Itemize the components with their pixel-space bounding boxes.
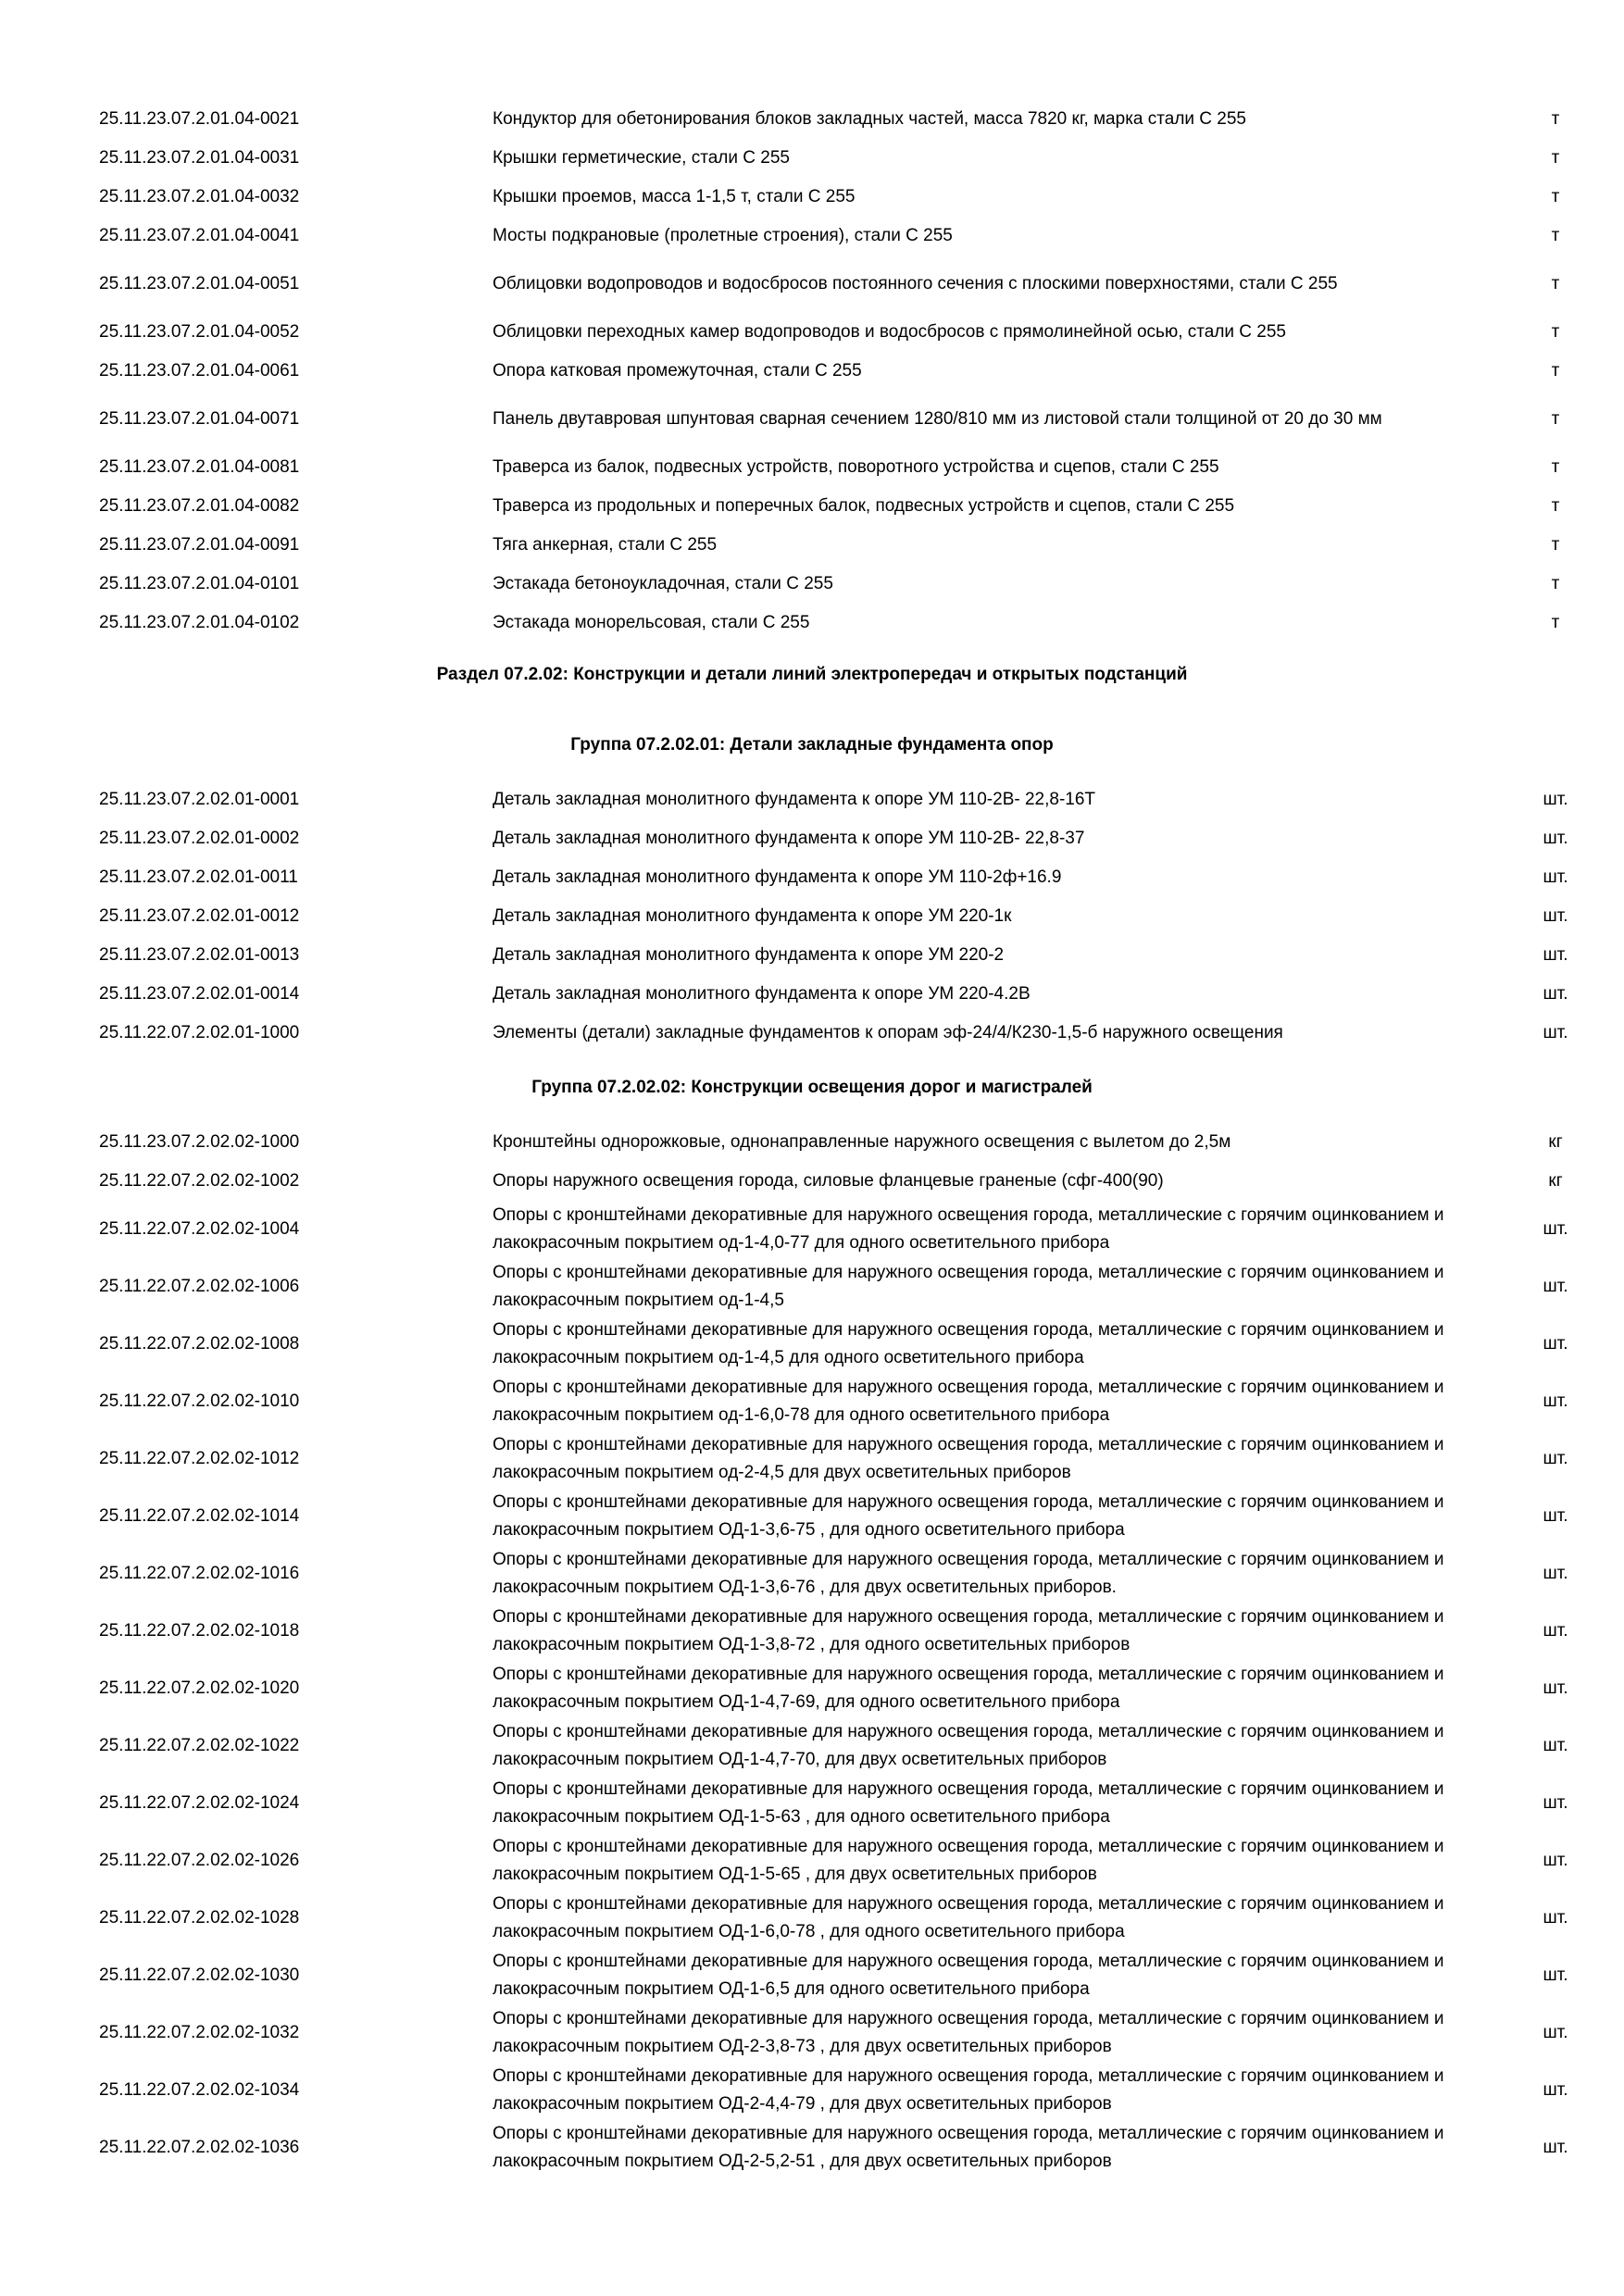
item-unit: шт. — [1543, 1621, 1568, 1641]
table-row — [0, 1832, 1624, 1890]
item-code: 25.11.23.07.2.01.04-0031 — [99, 148, 300, 168]
item-code: 25.11.23.07.2.01.04-0032 — [99, 187, 300, 206]
item-name: Кондуктор для обетонирования блоков закладных частей, масса 7820 кг, марка стали С 255 — [493, 109, 1247, 129]
item-code: 25.11.22.07.2.02.02-1010 — [99, 1391, 300, 1411]
item-name: Тяга анкерная, стали С 255 — [493, 535, 718, 555]
item-code: 25.11.22.07.2.02.02-1002 — [99, 1171, 300, 1191]
table-row — [0, 256, 1624, 313]
table-row — [0, 858, 1624, 897]
section-heading: Раздел 07.2.02: Конструкции и детали линий электропередач и открытых подстанций — [436, 665, 1188, 684]
item-unit: т — [1551, 322, 1560, 342]
item-name: Деталь закладная монолитного фундамента к опоре УМ 220-1к — [493, 906, 1012, 926]
item-code: 25.11.22.07.2.02.02-1004 — [99, 1219, 300, 1239]
item-code: 25.11.22.07.2.02.02-1028 — [99, 1908, 300, 1928]
item-code: 25.11.23.07.2.01.04-0021 — [99, 109, 300, 129]
table-row — [0, 139, 1624, 178]
item-name: Деталь закладная монолитного фундамента к опоре УМ 110-2В- 22,8-37 — [493, 829, 1085, 848]
table-block-group-07-2-02-01 — [0, 780, 1624, 1053]
item-code: 25.11.22.07.2.02.02-1012 — [99, 1449, 300, 1468]
table-row — [0, 1316, 1624, 1373]
item-name: Опоры с кронштейнами декоративные для наружного освещения города, металлические с горячим оцинкованием и лакокрасочным покрытием од-2-4,5 для двух осветительных приборов — [493, 1435, 1444, 1482]
item-code: 25.11.23.07.2.01.04-0071 — [99, 409, 300, 429]
item-code: 25.11.22.07.2.02.02-1014 — [99, 1506, 300, 1526]
item-code: 25.11.22.07.2.02.02-1020 — [99, 1678, 300, 1698]
item-name: Опоры с кронштейнами декоративные для наружного освещения города, металлические с горячим оцинкованием и лакокрасочным покрытием ОД-2-3,8-73 , для двух осветительных приборов — [493, 2009, 1444, 2056]
item-unit: шт. — [1543, 1506, 1568, 1526]
table-row — [0, 1603, 1624, 1660]
item-code: 25.11.23.07.2.01.04-0102 — [99, 613, 300, 632]
table-row — [0, 313, 1624, 352]
item-unit: т — [1551, 409, 1560, 429]
table-row — [0, 2062, 1624, 2119]
item-code: 25.11.22.07.2.02.02-1034 — [99, 2080, 300, 2100]
item-name: Опоры с кронштейнами декоративные для наружного освещения города, металлические с горячим оцинкованием и лакокрасочным покрытием ОД-1-3,8-72 , для одного осветительных приборов — [493, 1607, 1444, 1654]
table-row — [0, 178, 1624, 217]
table-row — [0, 780, 1624, 819]
table-row — [0, 819, 1624, 858]
item-unit: шт. — [1543, 1449, 1568, 1468]
table-row — [0, 1123, 1624, 1162]
item-name: Деталь закладная монолитного фундамента к опоре УМ 220-4.2В — [493, 984, 1031, 1004]
item-name: Облицовки переходных камер водопроводов и водосбросов с прямолинейной осью, стали С 255 — [493, 322, 1286, 342]
item-code: 25.11.23.07.2.02.01-0012 — [99, 906, 300, 926]
item-code: 25.11.22.07.2.02.02-1008 — [99, 1334, 300, 1354]
item-unit: кг — [1548, 1171, 1563, 1191]
table-row — [0, 526, 1624, 565]
item-code: 25.11.22.07.2.02.02-1016 — [99, 1564, 300, 1583]
item-code: 25.11.23.07.2.01.04-0051 — [99, 274, 300, 293]
item-unit: шт. — [1543, 2080, 1568, 2100]
table-row — [0, 1775, 1624, 1832]
item-name: Панель двутавровая шпунтовая сварная сечением 1280/810 мм из листовой стали толщиной от 20 до 30 мм — [493, 409, 1382, 429]
item-name: Опоры с кронштейнами декоративные для наружного освещения города, металлические с горячим оцинкованием и лакокрасочным покрытием ОД-1-3,6-75 , для одного осветительного прибора — [493, 1492, 1444, 1540]
item-unit: шт. — [1543, 1851, 1568, 1870]
table-row — [0, 1201, 1624, 1258]
group-heading-07-2-02-01: Группа 07.2.02.01: Детали закладные фундамента опор — [570, 735, 1054, 755]
item-name: Опоры с кронштейнами декоративные для наружного освещения города, металлические с горячим оцинкованием и лакокрасочным покрытием од-1-6,0-78 для одного осветительного прибора — [493, 1378, 1444, 1425]
item-code: 25.11.23.07.2.02.01-0014 — [99, 984, 300, 1004]
item-code: 25.11.22.07.2.02.02-1018 — [99, 1621, 300, 1641]
item-unit: шт. — [1543, 1564, 1568, 1583]
table-row — [0, 391, 1624, 448]
item-code: 25.11.22.07.2.02.02-1022 — [99, 1736, 300, 1755]
item-unit: т — [1551, 613, 1560, 632]
item-name: Опоры с кронштейнами декоративные для наружного освещения города, металлические с горячим оцинкованием и лакокрасочным покрытием од-1-4,5 для одного осветительного прибора — [493, 1320, 1444, 1367]
item-name: Опоры с кронштейнами декоративные для наружного освещения города, металлические с горячим оцинкованием и лакокрасочным покрытием од-1-4,5 — [493, 1263, 1444, 1310]
table-row — [0, 352, 1624, 391]
item-unit: шт. — [1543, 1334, 1568, 1354]
table-row — [0, 2119, 1624, 2177]
item-unit: шт. — [1543, 1908, 1568, 1928]
item-unit: т — [1551, 535, 1560, 555]
item-code: 25.11.23.07.2.02.01-0002 — [99, 829, 300, 848]
table-row — [0, 1717, 1624, 1775]
item-name: Крышки проемов, масса 1-1,5 т, стали С 255 — [493, 187, 856, 206]
item-code: 25.11.22.07.2.02.02-1006 — [99, 1277, 300, 1296]
table-row — [0, 1430, 1624, 1488]
item-unit: т — [1551, 109, 1560, 129]
table-row — [0, 217, 1624, 256]
item-name: Опора катковая промежуточная, стали С 255 — [493, 361, 862, 381]
item-unit: шт. — [1543, 829, 1568, 848]
table-row — [0, 1373, 1624, 1430]
item-code: 25.11.22.07.2.02.02-1032 — [99, 2023, 300, 2042]
item-code: 25.11.23.07.2.01.04-0052 — [99, 322, 300, 342]
table-row — [0, 1258, 1624, 1316]
item-unit: шт. — [1543, 2023, 1568, 2042]
item-code: 25.11.22.07.2.02.02-1026 — [99, 1851, 300, 1870]
item-name: Крышки герметические, стали С 255 — [493, 148, 790, 168]
group-heading-07-2-02-02: Группа 07.2.02.02: Конструкции освещения дорог и магистралей — [531, 1078, 1093, 1097]
table-row — [0, 448, 1624, 487]
item-code: 25.11.23.07.2.02.01-0013 — [99, 945, 300, 965]
item-name: Опоры с кронштейнами декоративные для наружного освещения города, металлические с горячим оцинкованием и лакокрасочным покрытием ОД-1-5-65 , для двух осветительных приборов — [493, 1837, 1444, 1884]
item-code: 25.11.22.07.2.02.02-1024 — [99, 1793, 300, 1813]
item-code: 25.11.22.07.2.02.02-1030 — [99, 1965, 300, 1985]
item-unit: кг — [1548, 1132, 1563, 1152]
item-code: 25.11.23.07.2.01.04-0101 — [99, 574, 300, 593]
item-name: Опоры с кронштейнами декоративные для наружного освещения города, металлические с горячим оцинкованием и лакокрасочным покрытием ОД-1-6,0-78 , для одного осветительного прибора — [493, 1894, 1444, 1941]
item-name: Деталь закладная монолитного фундамента к опоре УМ 220-2 — [493, 945, 1005, 965]
item-unit: т — [1551, 148, 1560, 168]
item-unit: т — [1551, 274, 1560, 293]
table-row — [0, 936, 1624, 975]
item-unit: т — [1551, 226, 1560, 245]
item-unit: шт. — [1543, 1965, 1568, 1985]
table-row — [0, 1162, 1624, 1201]
item-unit: шт. — [1543, 945, 1568, 965]
item-unit: шт. — [1543, 984, 1568, 1004]
item-unit: шт. — [1543, 1277, 1568, 1296]
table-row — [0, 565, 1624, 604]
table-row — [0, 1488, 1624, 1545]
item-name: Деталь закладная монолитного фундамента к опоре УМ 110-2ф+16.9 — [493, 867, 1062, 887]
table-row — [0, 100, 1624, 139]
item-name: Опоры с кронштейнами декоративные для наружного освещения города, металлические с горячим оцинкованием и лакокрасочным покрытием ОД-2-5,2-51 , для двух осветительных приборов — [493, 2124, 1444, 2171]
item-unit: т — [1551, 187, 1560, 206]
item-code: 25.11.23.07.2.01.04-0082 — [99, 496, 300, 516]
item-unit: шт. — [1543, 2138, 1568, 2157]
table-block-group-07-2-02-02 — [0, 1123, 1624, 2177]
table-row — [0, 487, 1624, 526]
table-row — [0, 975, 1624, 1014]
table-row — [0, 1890, 1624, 1947]
table-row — [0, 1014, 1624, 1053]
item-code: 25.11.23.07.2.02.01-0011 — [99, 867, 298, 887]
item-code: 25.11.22.07.2.02.01-1000 — [99, 1023, 300, 1042]
item-name: Опоры наружного освещения города, силовые фланцевые граненые (сфг-400(90) — [493, 1171, 1164, 1191]
item-unit: шт. — [1543, 1736, 1568, 1755]
item-code: 25.11.22.07.2.02.02-1036 — [99, 2138, 300, 2157]
item-name: Опоры с кронштейнами декоративные для наружного освещения города, металлические с горячим оцинкованием и лакокрасочным покрытием ОД-1-4,7-70, для двух осветительных приборов — [493, 1722, 1444, 1769]
item-code: 25.11.23.07.2.02.01-0001 — [99, 790, 300, 809]
item-code: 25.11.23.07.2.01.04-0091 — [99, 535, 300, 555]
item-name: Опоры с кронштейнами декоративные для наружного освещения города, металлические с горячим оцинкованием и лакокрасочным покрытием ОД-1-4,7-69, для одного осветительного прибора — [493, 1665, 1444, 1712]
item-code: 25.11.23.07.2.01.04-0081 — [99, 457, 300, 477]
item-name: Мосты подкрановые (пролетные строения), стали С 255 — [493, 226, 953, 245]
item-unit: шт. — [1543, 790, 1568, 809]
item-name: Опоры с кронштейнами декоративные для наружного освещения города, металлические с горячим оцинкованием и лакокрасочным покрытием ОД-1-3,6-76 , для двух осветительных приборов. — [493, 1550, 1444, 1597]
table-row — [0, 1545, 1624, 1603]
item-name: Эстакада монорельсовая, стали С 255 — [493, 613, 810, 632]
item-unit: шт. — [1543, 867, 1568, 887]
item-name: Деталь закладная монолитного фундамента к опоре УМ 110-2В- 22,8-16Т — [493, 790, 1096, 809]
item-name: Опоры с кронштейнами декоративные для наружного освещения города, металлические с горячим оцинкованием и лакокрасочным покрытием ОД-1-5-63 , для одного осветительного прибора — [493, 1779, 1444, 1827]
table-row — [0, 604, 1624, 643]
table-row — [0, 1660, 1624, 1717]
item-unit: т — [1551, 496, 1560, 516]
item-code: 25.11.23.07.2.02.02-1000 — [99, 1132, 300, 1152]
table-row — [0, 1947, 1624, 2004]
table-row — [0, 897, 1624, 936]
item-unit: шт. — [1543, 1391, 1568, 1411]
item-name: Опоры с кронштейнами декоративные для наружного освещения города, металлические с горячим оцинкованием и лакокрасочным покрытием од-1-4,0-77 для одного осветительного прибора — [493, 1205, 1444, 1253]
table-row — [0, 2004, 1624, 2062]
item-unit: шт. — [1543, 1793, 1568, 1813]
item-name: Элементы (детали) закладные фундаментов к опорам эф-24/4/К230-1,5-б наружного освещения — [493, 1023, 1283, 1042]
item-code: 25.11.23.07.2.01.04-0061 — [99, 361, 300, 381]
item-name: Кронштейны однорожковые, однонаправленные наружного освещения с вылетом до 2,5м — [493, 1132, 1231, 1152]
item-unit: шт. — [1543, 906, 1568, 926]
item-unit: шт. — [1543, 1023, 1568, 1042]
item-unit: т — [1551, 574, 1560, 593]
item-unit: т — [1551, 361, 1560, 381]
item-name: Облицовки водопроводов и водосбросов постоянного сечения с плоскими поверхностями, стали С 255 — [493, 274, 1338, 293]
item-name: Траверса из балок, подвесных устройств, поворотного устройства и сцепов, стали С 255 — [493, 457, 1219, 477]
item-name: Опоры с кронштейнами декоративные для наружного освещения города, металлические с горячим оцинкованием и лакокрасочным покрытием ОД-1-6,5 для одного осветительного прибора — [493, 1952, 1444, 1999]
item-code: 25.11.23.07.2.01.04-0041 — [99, 226, 300, 245]
item-name: Эстакада бетоноукладочная, стали С 255 — [493, 574, 833, 593]
item-unit: шт. — [1543, 1219, 1568, 1239]
item-unit: т — [1551, 457, 1560, 477]
item-name: Траверса из продольных и поперечных балок, подвесных устройств и сцепов, стали С 255 — [493, 496, 1235, 516]
item-name: Опоры с кронштейнами декоративные для наружного освещения города, металлические с горячим оцинкованием и лакокрасочным покрытием ОД-2-4,4-79 , для двух осветительных приборов — [493, 2066, 1444, 2114]
table-block-section-07-2-01-04 — [0, 100, 1624, 643]
item-unit: шт. — [1543, 1678, 1568, 1698]
